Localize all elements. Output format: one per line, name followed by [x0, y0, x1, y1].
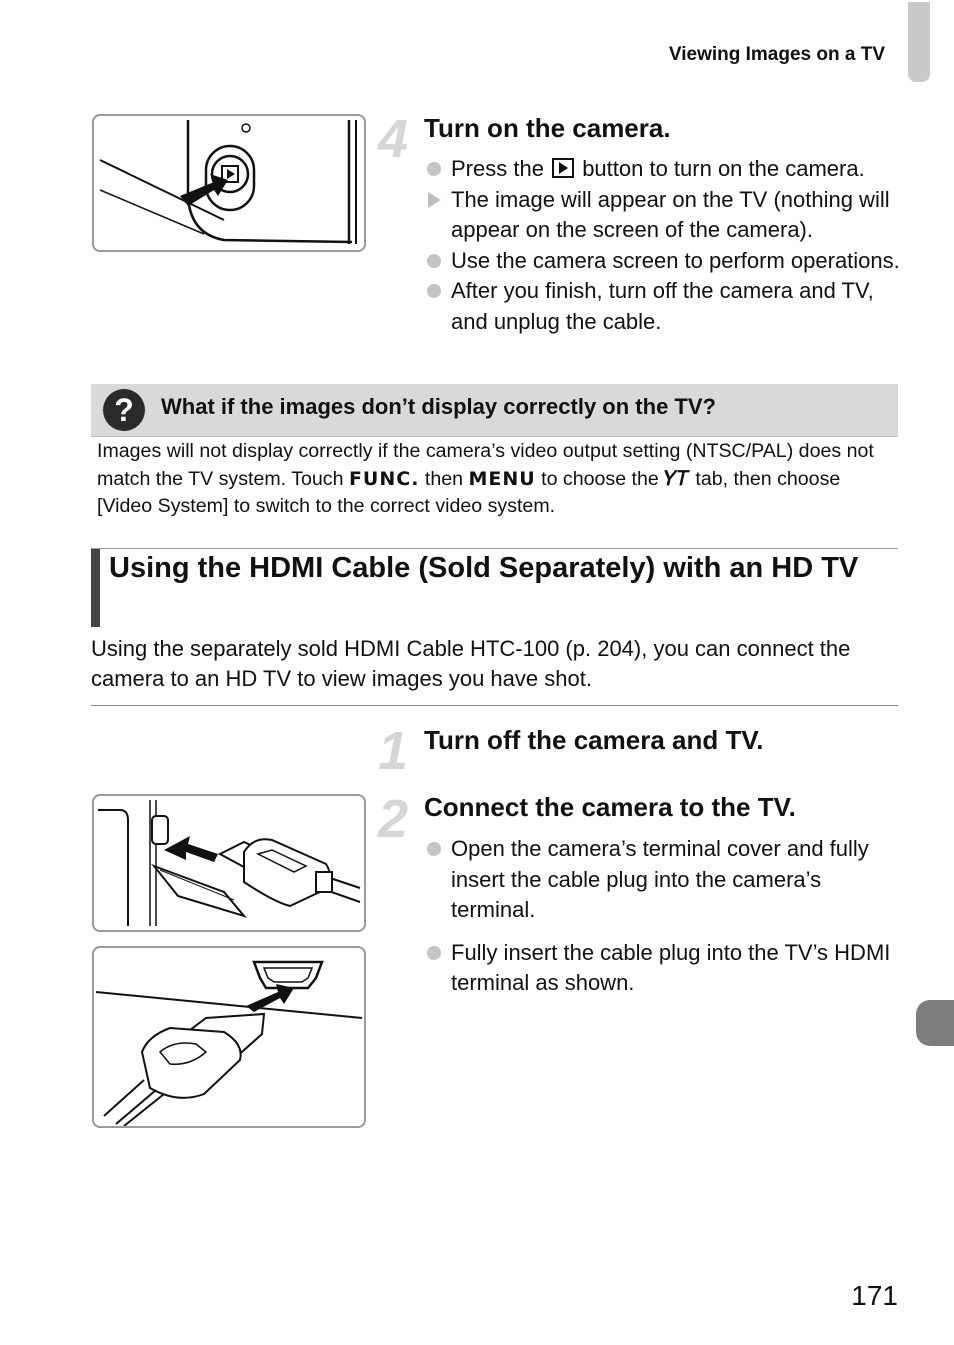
- step-number: 4: [378, 109, 409, 169]
- section-intro: Using the separately sold HDMI Cable HTC-100 (p. 204), you can connect the camera to an HD TV to view images you have shot.: [91, 636, 851, 691]
- func-button-label: FUNC.: [348, 467, 420, 490]
- step-bullet-list: [424, 154, 904, 337]
- note-title: What if the images don’t display correctly on the TV?: [161, 394, 716, 419]
- divider: [91, 705, 898, 706]
- step-title: Turn on the camera.: [424, 113, 671, 143]
- note-body: Images will not display correctly if the camera’s video output setting (NTSC/PAL) does not match the TV system. Touch FUNC. then MENU to choose the 𝛶𝛵 tab, then choose [Video System] to switch to the correct video system.: [97, 440, 874, 517]
- bullet-dot-icon: [427, 162, 441, 176]
- camera-power-illustration: [92, 114, 366, 252]
- play-button-icon: [552, 158, 574, 178]
- section-rule: [91, 548, 898, 549]
- section-thumb-tab: [916, 1000, 954, 1046]
- list-item: The image will appear on the TV (nothing will appear on the screen of the camera).: [424, 185, 904, 246]
- result-arrow-icon: [428, 192, 441, 208]
- step-bullet-list: [424, 834, 904, 999]
- question-icon: ?: [103, 389, 145, 431]
- list-item: Use the camera screen to perform operations.: [424, 246, 904, 277]
- section-title: Using the HDMI Cable (Sold Separately) with an HD TV: [109, 552, 859, 584]
- bullet-dot-icon: [427, 254, 441, 268]
- bullet-dot-icon: [427, 946, 441, 960]
- camera-terminal-illustration: [92, 794, 366, 932]
- list-item: Fully insert the cable plug into the TV’s HDMI terminal as shown.: [424, 938, 904, 999]
- menu-button-label: MENU: [468, 467, 536, 490]
- list-item: Press the button to turn on the camera.: [424, 154, 904, 185]
- tools-tab-icon: 𝛶𝛵: [664, 467, 690, 490]
- chapter-tab: [908, 2, 930, 82]
- list-item: After you finish, turn off the camera and TV, and unplug the cable.: [424, 276, 904, 337]
- tv-hdmi-illustration: [92, 946, 366, 1128]
- section-marker-bar: [91, 549, 100, 627]
- list-item: Open the camera’s terminal cover and fully insert the cable plug into the camera’s terminal.: [424, 834, 904, 926]
- running-header: Viewing Images on a TV: [668, 44, 885, 65]
- step-number: 2: [378, 789, 409, 849]
- bullet-dot-icon: [427, 284, 441, 298]
- page-number: 171: [851, 1280, 898, 1311]
- step-title: Connect the camera to the TV.: [424, 792, 796, 822]
- bullet-dot-icon: [427, 842, 441, 856]
- step-number: 1: [378, 721, 409, 781]
- step-title: Turn off the camera and TV.: [424, 725, 764, 755]
